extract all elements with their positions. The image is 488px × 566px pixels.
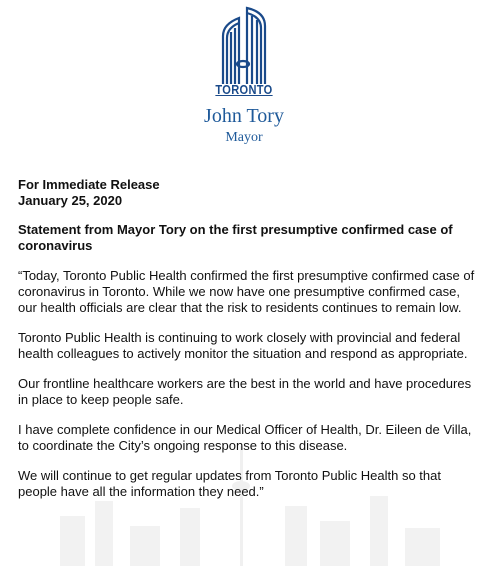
release-date: January 25, 2020 [18, 193, 123, 208]
release-label: For Immediate Release [18, 177, 160, 192]
statement-paragraph: Our frontline healthcare workers are the best in the world and have procedures in place to keep people safe. [18, 376, 472, 407]
toronto-city-hall-logo-icon [209, 6, 279, 86]
statement-paragraph: I have complete confidence in our Medical Officer of Health, Dr. Eileen de Villa, to coordinate the City’s ongoing response to this disease. [18, 422, 472, 453]
toronto-wordmark: TORONTO [215, 82, 273, 97]
release-body [18, 177, 480, 500]
statement-paragraph: We will continue to get regular updates from Toronto Public Health so that people have all the information they need.” [18, 468, 441, 499]
statement-paragraph: “Today, Toronto Public Health confirmed the first presumptive confirmed case of coronavirus in Toronto. While we now have one presumptive confirmed case, our health officials are clear that the risk to residents continues to remain low. [18, 268, 475, 315]
statement-paragraph: Toronto Public Health is continuing to work closely with provincial and federal health colleagues to actively monitor the situation and respond as appropriate. [18, 330, 468, 361]
letterhead [0, 6, 488, 146]
statement-headline: Statement from Mayor Tory on the first presumptive confirmed case of coronavirus [18, 222, 453, 253]
mayor-title: Mayor [225, 130, 263, 145]
mayor-name: John Tory [204, 105, 284, 127]
